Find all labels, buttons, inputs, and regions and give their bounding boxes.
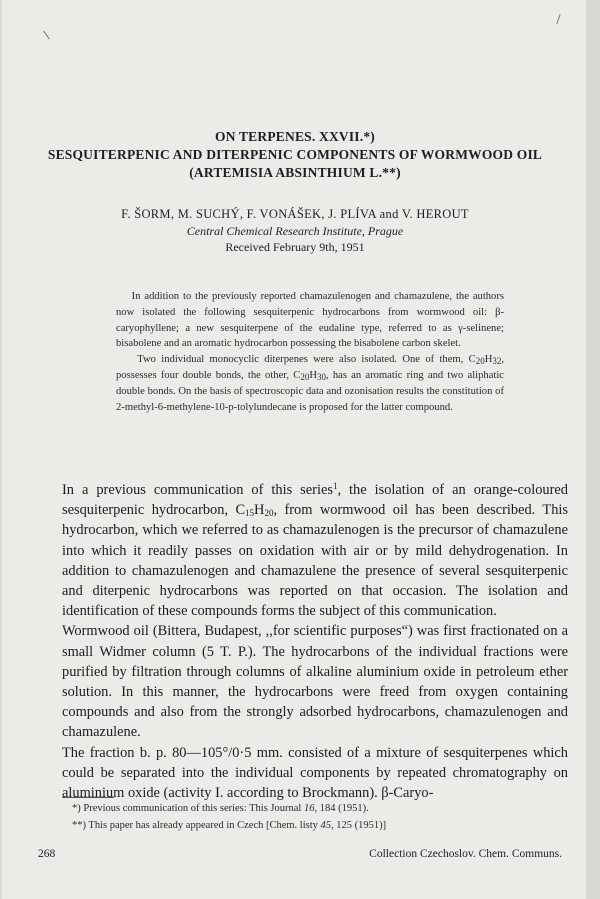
formula-subscript: 20	[475, 356, 485, 367]
abstract-text-2b: , possesses four double bonds, the other, C	[116, 354, 504, 381]
body-paragraph-3	[62, 743, 568, 804]
body-text-1c: , from wormwood oil has been described. This hydrocarbon, which we referred to as chamazulenogen is the precursor of chamazulene into which it readily passes on oxidation with air or by mild dehydrogenation. In addition to chamazulenogen and chamazulene the presence of several sesquiterpenic and diterpenic hydrocarbons was reported on that occasion. The isolation and identification of these compounds forms the subject of this communication.	[62, 502, 568, 620]
formula-subscript: 20	[300, 371, 310, 382]
page-number: 268	[38, 848, 56, 860]
formula-subscript: 30	[316, 371, 326, 382]
body-text-1b: , the isolation of an orange-coloured sesquiterpenic hydrocarbon, C	[62, 482, 568, 519]
received-date: Received February 9th, 1951	[225, 240, 365, 254]
scan-mark	[43, 31, 50, 40]
abstract-paragraph-2	[116, 352, 504, 415]
body-paragraph-1	[62, 480, 568, 621]
body-text	[62, 480, 568, 803]
footnote-1-text-a: *) Previous communication of this series: This Journal	[72, 803, 304, 814]
institute: Central Chemical Research Institute, Prague	[186, 224, 404, 238]
title-line-3: (ARTEMISIA ABSINTHIUM L.**)	[189, 165, 401, 180]
formula-element: H	[484, 354, 493, 366]
footnote-1-text-b: , 184 (1951).	[314, 803, 369, 814]
title-block	[2, 128, 588, 182]
formula-element: H	[309, 369, 317, 381]
footnotes	[72, 800, 568, 834]
body-paragraph-2	[62, 621, 568, 742]
footnote-1	[72, 800, 568, 817]
reference-marker: 1	[332, 481, 338, 491]
body-text-2: Wormwood oil (Bittera, Budapest, ,,for scientific purposes“) was first fractionated on a small Widmer column (5 T. P.). The hydrocarbons of the individual fractions were purified by filtration through columns of alkaline aluminium oxide in petroleum ether solution. In this manner, the hydrocarbons were freed from oxygen containing compounds and also from the strongly adsorbed hydrocarbons, chamazulenogen and chamazulene.	[62, 623, 568, 741]
footnote-2-volume: 45	[320, 820, 332, 831]
footnote-2-text-b: , 125 (1951)]	[331, 820, 387, 831]
title-line-2: SESQUITERPENIC AND DITERPENIC COMPONENTS OF WORMWOOD OIL	[47, 147, 543, 162]
footnote-2-text-a: **) This paper has already appeared in Czech [Chem. listy	[72, 820, 321, 831]
abstract-paragraph-1	[116, 289, 504, 352]
formula-element: H	[254, 502, 265, 519]
footnote-2	[72, 817, 568, 834]
formula-subscript: 20	[264, 508, 274, 519]
body-text-3: The fraction b. p. 80—105°/0·5 mm. consisted of a mixture of sesquiterpenes which could be separated into the individual components by repeated chromatography on aluminium oxide (activity I. according to Brockmann). β-Caryo-	[62, 744, 568, 802]
author-names: F. ŠORM, M. SUCHÝ, F. VONÁŠEK, J. PLÍVA and V. HEROUT	[121, 207, 469, 221]
title-line-1: ON TERPENES. XXVII.*)	[215, 129, 375, 144]
body-text-1a: In a previous communication of this series	[62, 482, 333, 498]
footnote-divider	[62, 797, 114, 798]
formula-subscript: 32	[492, 356, 502, 367]
abstract-text-2a: Two individual monocyclic diterpenes were also isolated. One of them, C	[137, 354, 476, 366]
author-block	[2, 206, 588, 255]
footnote-1-volume: 16	[303, 803, 315, 814]
journal-name: Collection Czechoslov. Chem. Communs.	[369, 848, 562, 860]
abstract-text-2c: , has an aromatic ring and two aliphatic double bonds. On the basis of spectroscopic data and ozonisation results the constitution of 2-methyl-6-methylene-10-p-tolylundecane is proposed for the latter compound.	[116, 369, 504, 413]
abstract-text-1: In addition to the previously reported chamazulenogen and chamazulene, the authors now isolated the following sesquiterpenic hydrocarbons from wormwood oil: β-caryophyllene; a new sesquiterpene of the eudaline type, referred to as γ-selinene; bisabolene and an aromatic hydrocarbon possessing the bisabolene carbon skelet.	[116, 291, 505, 350]
abstract	[116, 289, 504, 415]
scan-mark	[556, 14, 560, 24]
formula-subscript: 15	[245, 508, 255, 519]
page-footer	[38, 848, 562, 860]
